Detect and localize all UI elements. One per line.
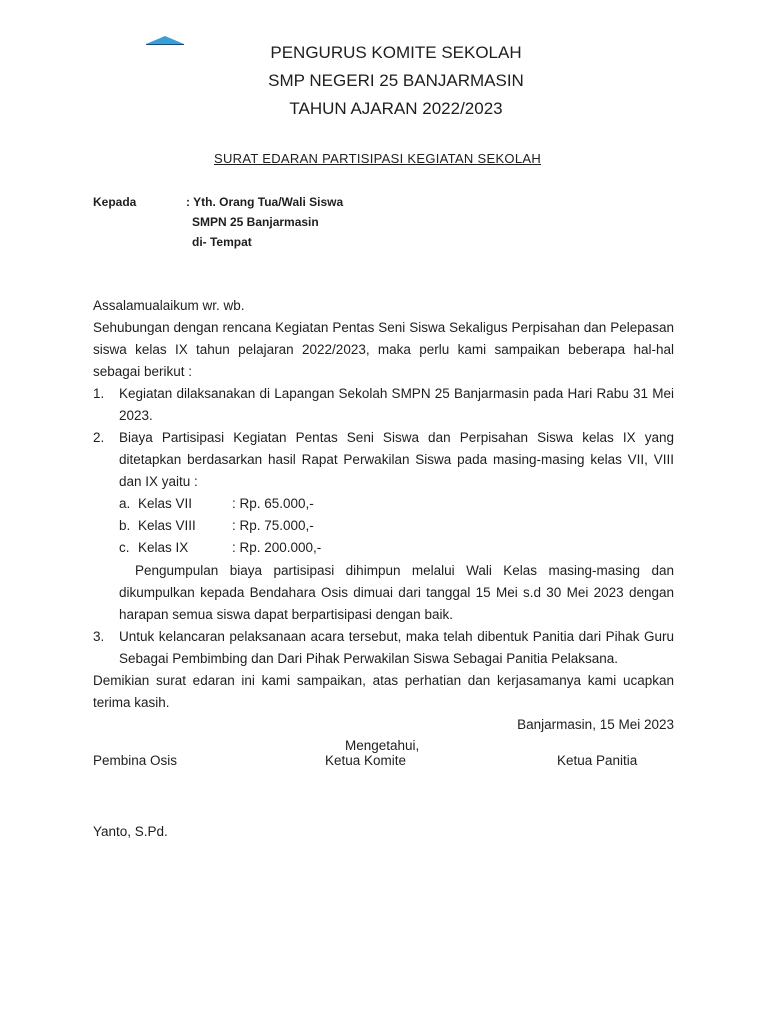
acknowledged-label: Mengetahui, xyxy=(345,738,420,753)
collection-line: dikumpulkan kepada Bendahara Osis dimuai dari tanggal 15 Mei s.d 30 Mei 2023 dengan xyxy=(119,585,674,600)
intro-line: sebagai berikut : xyxy=(93,364,193,379)
greeting: Assalamualaikum wr. wb. xyxy=(93,298,245,313)
fee-letter: b. xyxy=(119,518,131,533)
fee-class: Kelas VII xyxy=(138,496,193,511)
fee-amount: : Rp. 200.000,- xyxy=(232,540,322,555)
recipient-line-3: di- Tempat xyxy=(192,235,252,249)
recipient-line-2: SMPN 25 Banjarmasin xyxy=(192,215,319,229)
fee-class: Kelas VIII xyxy=(138,518,196,533)
intro-line: siswa kelas IX tahun pelajaran 2022/2023, maka perlu kami sampaikan beberapa hal-hal xyxy=(93,342,674,357)
item-line: Biaya Partisipasi Kegiatan Pentas Seni Siswa dan Perpisahan Siswa kelas IX yang xyxy=(119,430,674,445)
collection-line: harapan semua siswa dapat berpartisipasi dengan baik. xyxy=(119,607,453,622)
signer-name-left: Yanto, S.Pd. xyxy=(93,824,168,839)
header-line-3: TAHUN AJARAN 2022/2023 xyxy=(289,99,503,118)
signer-title-left: Pembina Osis xyxy=(93,753,178,768)
header-line-1: PENGURUS KOMITE SEKOLAH xyxy=(270,43,522,62)
recipient-line-1: : Yth. Orang Tua/Wali Siswa xyxy=(186,195,344,209)
item-line: 2023. xyxy=(119,408,153,423)
item-number: 1. xyxy=(93,386,105,401)
closing-line: Demikian surat edaran ini kami sampaikan, atas perhatian dan kerjasamanya kami ucapkan xyxy=(93,673,674,688)
place-date: Banjarmasin, 15 Mei 2023 xyxy=(517,717,674,732)
item-line: ditetapkan berdasarkan hasil Rapat Perwakilan Siswa pada masing-masing kelas VII, VIII xyxy=(119,452,674,467)
letter-subject: SURAT EDARAN PARTISIPASI KEGIATAN SEKOLAH xyxy=(214,151,542,166)
header-line-2: SMP NEGERI 25 BANJARMASIN xyxy=(268,71,524,90)
fee-amount: : Rp. 75.000,- xyxy=(232,518,314,533)
item-number: 3. xyxy=(93,629,105,644)
item-line: Sebagai Pembimbing dan Dari Pihak Perwakilan Siswa Sebagai Panitia Pelaksana. xyxy=(119,651,619,666)
collection-line: Pengumpulan biaya partisipasi dihimpun melalui Wali Kelas masing-masing dan xyxy=(135,563,674,578)
fee-letter: a. xyxy=(119,496,131,511)
fee-letter: c. xyxy=(119,540,130,555)
item-line: Untuk kelancaran pelaksanaan acara tersebut, maka telah dibentuk Panitia dari Pihak Guru xyxy=(119,629,674,644)
item-line: Kegiatan dilaksanakan di Lapangan Sekolah SMPN 25 Banjarmasin pada Hari Rabu 31 Mei xyxy=(119,386,674,401)
intro-line: Sehubungan dengan rencana Kegiatan Pentas Seni Siswa Sekaligus Perpisahan dan Pelepasan xyxy=(93,320,674,335)
item-number: 2. xyxy=(93,430,105,445)
item-line: dan IX yaitu : xyxy=(119,474,198,489)
fee-amount: : Rp. 65.000,- xyxy=(232,496,314,511)
recipient-label: Kepada xyxy=(93,195,137,209)
fee-class: Kelas IX xyxy=(138,540,189,555)
signer-title-center: Ketua Komite xyxy=(325,753,407,768)
closing-line: terima kasih. xyxy=(93,695,170,710)
signer-title-right: Ketua Panitia xyxy=(557,753,638,768)
